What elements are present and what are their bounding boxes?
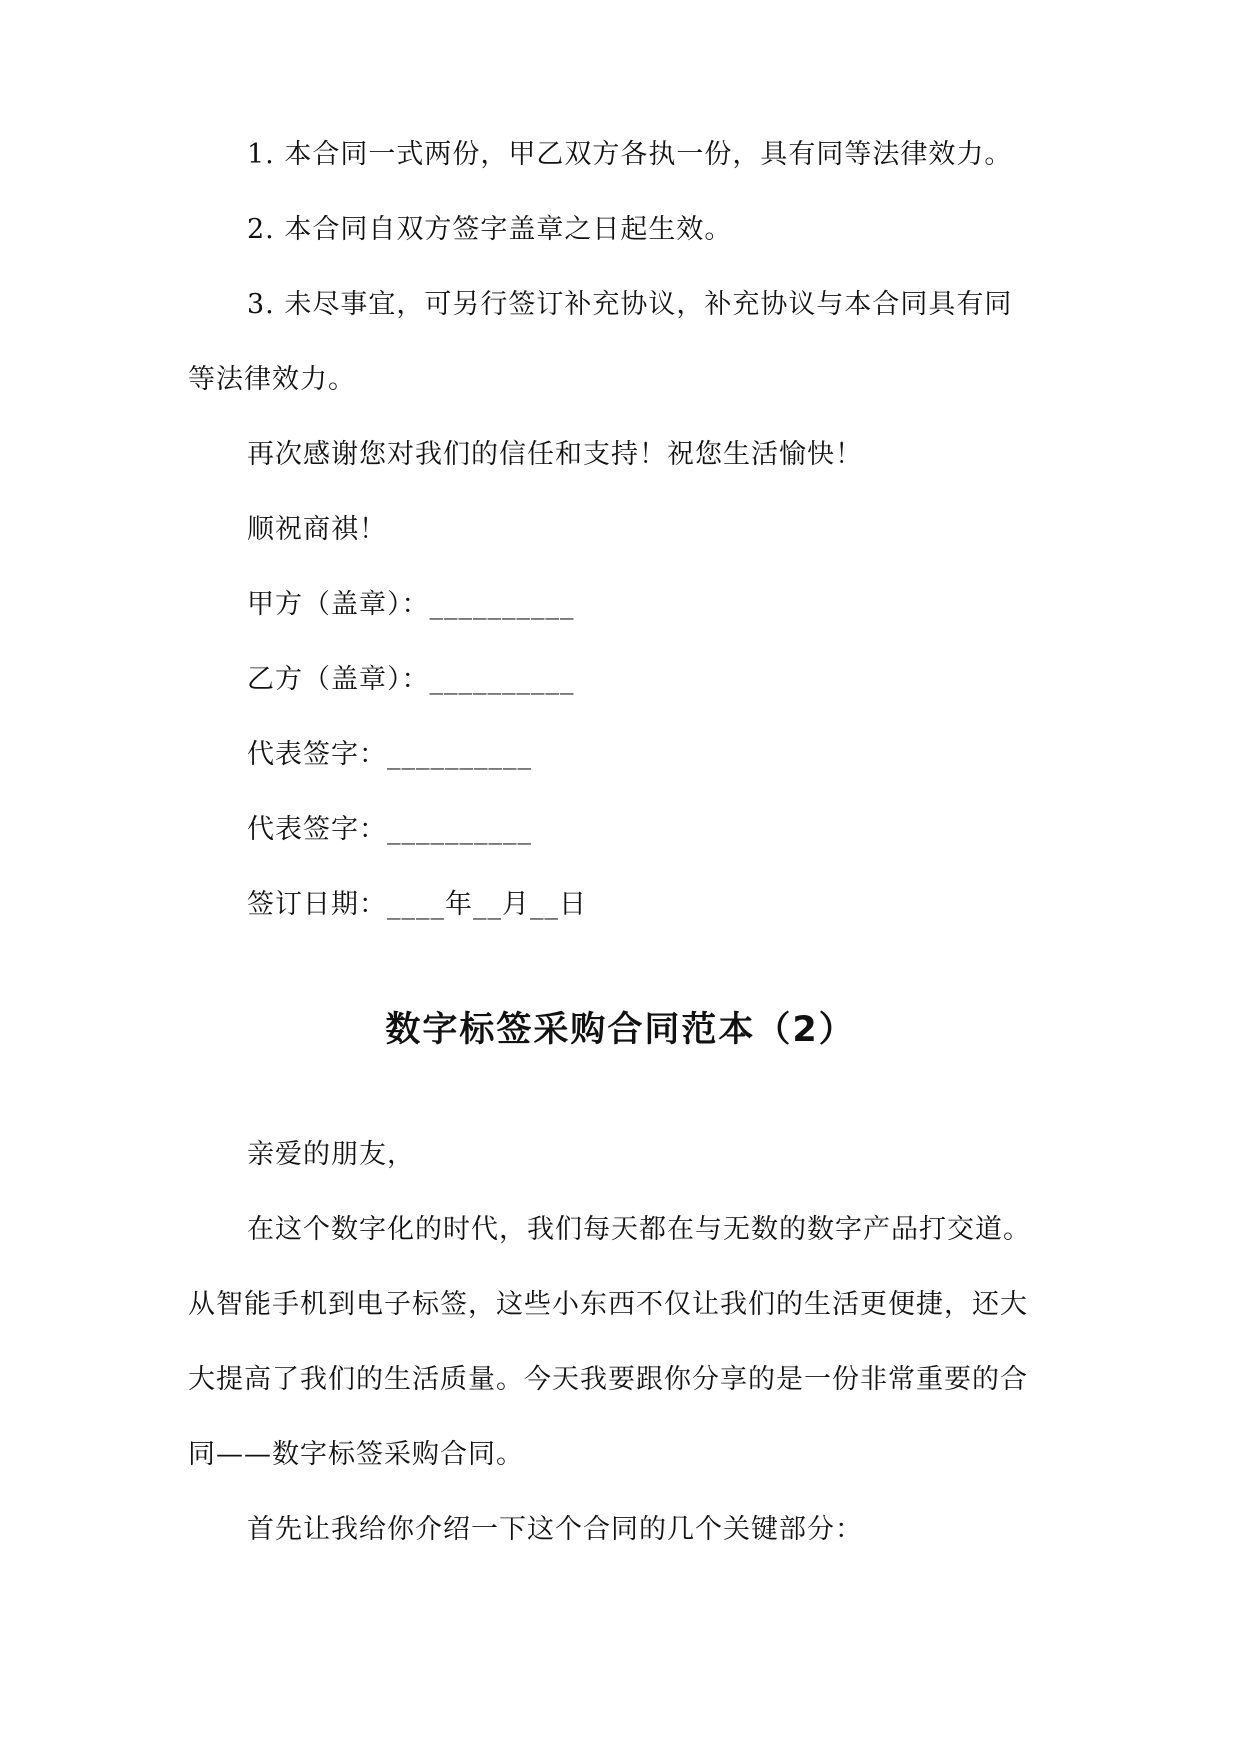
paragraph-line: 大提高了我们的生活质量。今天我要跟你分享的是一份非常重要的合 — [188, 1364, 1028, 1395]
clause-1: 1. 本合同一式两份，甲乙双方各执一份，具有同等法律效力。 — [247, 139, 1013, 170]
clause-3-continued: 等法律效力。 — [188, 364, 356, 395]
paragraph-line: 同——数字标签采购合同。 — [188, 1439, 524, 1470]
representative-signature-2: 代表签字：__________ — [247, 814, 532, 845]
intro-line: 首先让我给你介绍一下这个合同的几个关键部分： — [247, 1514, 863, 1545]
clause-3: 3. 未尽事宜，可另行签订补充协议，补充协议与本合同具有同 — [247, 289, 1013, 320]
section-title: 数字标签采购合同范本（2） — [385, 1010, 856, 1050]
paragraph-line: 在这个数字化的时代，我们每天都在与无数的数字产品打交道。 — [247, 1214, 1031, 1245]
greeting: 亲爱的朋友， — [247, 1139, 415, 1170]
thanks-line: 再次感谢您对我们的信任和支持！祝您生活愉快！ — [247, 439, 863, 470]
regards-line: 顺祝商祺！ — [247, 514, 387, 545]
signing-date: 签订日期：____年__月__日 — [247, 889, 587, 920]
paragraph-line: 从智能手机到电子标签，这些小东西不仅让我们的生活更便捷，还大 — [188, 1289, 1028, 1320]
clause-2: 2. 本合同自双方签字盖章之日起生效。 — [247, 214, 733, 245]
party-b-seal: 乙方（盖章）：__________ — [247, 664, 575, 695]
party-a-seal: 甲方（盖章）：__________ — [247, 589, 575, 620]
representative-signature-1: 代表签字：__________ — [247, 739, 532, 770]
